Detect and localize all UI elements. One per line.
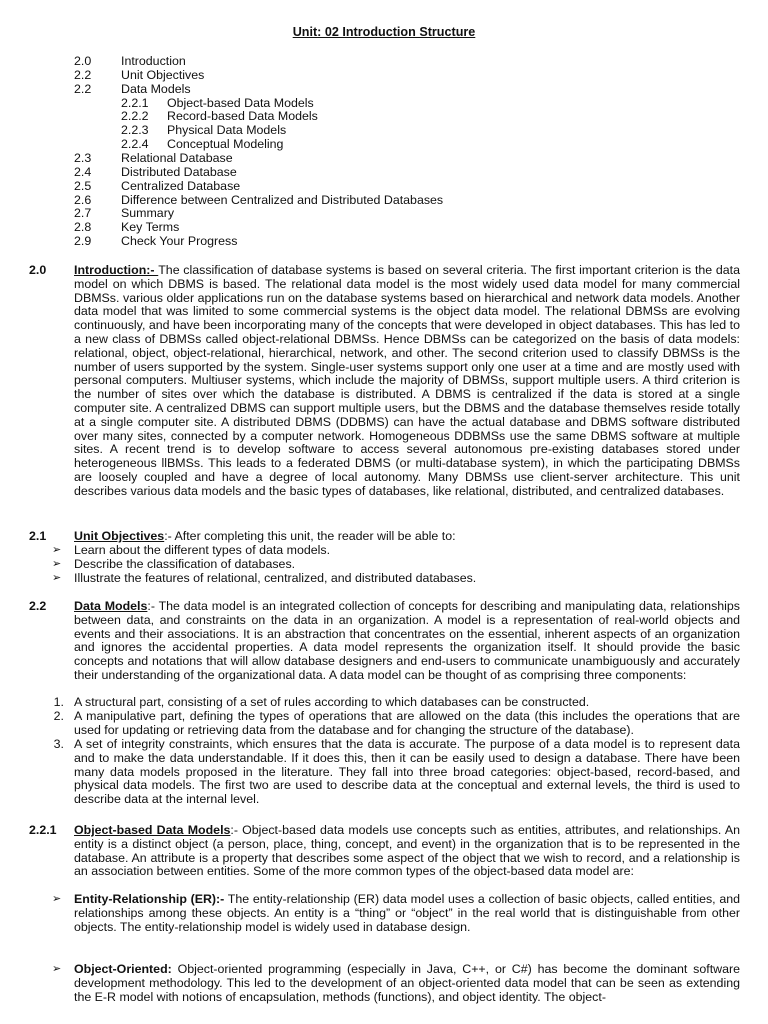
toc-number: 2.2.2: [121, 109, 149, 124]
toc-label: Record-based Data Models: [167, 109, 318, 124]
toc-label: Relational Database: [121, 150, 233, 165]
section-number: 2.2: [29, 599, 47, 613]
toc-number: 2.2.4: [121, 137, 149, 152]
toc-label: Centralized Database: [121, 178, 241, 193]
section-text: :- Object-based data models use concepts such as entities, attributes, and relationships. An entity is a distinct object (a person, place, thing, concept, and event) in the organization that is to be represented in the database. An attribute is a property that describes some aspect of the object that we wish to record, and a relationship is an association between entities. Some of the more common types of the object-based data model are:: [74, 823, 740, 879]
document-page: Unit: 02 Introduction Structure 2.0 Introduction 2.2 Unit Objectives 2.2 Data Models 2.2.1 Object-based Data Models 2.2.2 Record-based Data Models 2.2.3 Physical Data Models 2.2.4 Conceptual Modeling 2.3 Relational Database 2.4 Distributed Database 2.5 Centralized Database 2.6 Difference between Centralized and Distributed Databases 2.7 Summary 2.8 Key Terms 2.9 Check Your Progress 2.0 Introduction:- The classification of database systems is based on several criteria. The first important criterion is the data model on which DBMS is based. The relational data model is the most widely used data model for many commercial DBMSs. various older applications run on the database systems based on hierarchical and network data models. Another data model that was limited to some commercial systems is the object data model. The relational DBMSs are evolving continuously, and have been incorporating many of the concepts that were developed in object databases. This has led to a new class of DBMSs called object-relational DBMSs. Hence DBMSs can be categorized on the basis of data models: relational, object, object-relational, hierarchical, network, and other. The second criterion used to classify DBMSs is the number of users supported by the system. Single-user systems support only one user at a time and are mostly used with personal computers. Multiuser systems, which include the majority of DBMSs, support multiple users. A third criterion is the number of sites over which the database is distributed. A DBMS is centralized if the data is stored at a single computer site. A centralized DBMS can support multiple users, but the DBMS and the database themselves reside totally at a single computer site. A distributed DBMS (DDBMS) can have the actual database and DBMS software distributed over many sites, connected by a computer network. Homogeneous DDBMSs use the same DBMS software at multiple sites. A recent trend is to develop software to access several autonomous pre-existing databases stored under heterogeneous llBMSs. This leads to a federated DBMS (or multi-database system), in which the participating DBMSs are loosely coupled and have a degree of local autonomy. Many DBMSs use client-server architecture. This unit describes various data models and the basic types of databases, like relational, distributed, and centralized databases. 2.1 Unit Objectives:- After completing this unit, the reader will be able to: ➢ Learn about the different types of data models. ➢ Describe the classification of databases. ➢ Illustrate the features of relational, centralized, and distributed databases. 2.2 Data Models:- The data model is an integrated collection of concepts for describing and manipulating data, relationships between data, and constraints on the data in an organization. A model is a representation of real-world objects and events and their associations. It is an abstraction that concentrates on the essential, inherent aspects of an organization and ignores the accidental properties. A data model represents the organization itself. It should provide the basic concepts and notations that will allow database designers and end-users to communicate unambiguously and accurately their understanding of the organizational data. A data model can be thought of as comprising three components: 1. A structural part, consisting of a set of rules according to which databases can be constructed. 2. A manipulative part, defining the types of operations that are allowed on the data (this includes the operations that are used for updating or retrieving data from the database and for changing the structure of the database). 3. A set of integrity constraints, which ensures that the data is accurate. The purpose of a data model is to represent data and to make the data understandable. If it does this, then it can be easily used to design a database. There have been many data models proposed in the literature. They fall into three broad categories: object-based, record-based, and physical data models. The first two are used to describe data at the conceptual and external levels, the third is used to describe data at the internal level. 2.2.1 Object-based Data Models:- Object-based data models use concepts such as entities, attributes, and relationships. An entity is a distinct object (a person, place, thing, concept, and event) in the organization that is to be represented in the database. An attribute is a property that describes some aspect of the object that we wish to record, and a relationship is an association between entities. Some of the more common types of the object-based data model are: ➢ Entity-Relationship (ER):- The entity-relationship (ER) data model uses a collection of basic objects, called entities, and relationships among these objects. An entity is a “thing” or “object” in the real world that is distinguishable from other objects. The entity-relationship model is widely used in database design. ➢ Object-Oriented: Object-oriented programming (especially in Java, C++, or C#) has become the dominant software development methodology. This led to the development of an object-oriented data model that can be seen as extending the E-R model with notions of encapsulation, methods (functions), and object identity. The object-: [0, 0, 768, 1024]
toc-number: 2.2.1: [121, 95, 149, 110]
section-text: :- After completing this unit, the reader will be able to:: [164, 529, 456, 543]
toc-number: 2.8: [74, 220, 92, 235]
section-paragraph: [74, 264, 740, 499]
section-text: :- The data model is an integrated collection of concepts for describing and manipulating data, relationships between data, and constraints on the data in an organization. A model is a representation of real-world objects and events and their associations. It is an abstraction that concentrates on the essential, inherent aspects of an organization and ignores the accidental properties. A data model represents the organization itself. It should provide the basic concepts and notations that will allow database designers and end-users to communicate unambiguously and accurately their understanding of the organizational data. A data model can be thought of as comprising three components:: [74, 599, 740, 682]
arrow-bullet-icon: ➢: [52, 544, 62, 556]
toc-label: Introduction: [121, 54, 186, 68]
toc-label: Physical Data Models: [167, 123, 287, 138]
page-title: Unit: 02 Introduction Structure: [292, 25, 476, 39]
toc-number: 2.5: [74, 178, 92, 193]
toc-number: 2.4: [74, 164, 92, 179]
section-text: The classification of database systems is based on several criteria. The first important criterion is the data model on which DBMS is based. The relational data model is the most widely used data model for many commercial DBMSs. various older applications run on the database systems based on hierarchical and network data models. Another data model that was limited to some commercial systems is the object data model. The relational DBMSs are evolving continuously, and have been incorporating many of the concepts that were developed in object databases. This has led to a new class of DBMSs called object-relational DBMSs. Hence DBMSs can be categorized on the basis of data models: relational, object, object-relational, hierarchical, network, and other. The second criterion used to classify DBMSs is the number of users supported by the system. Single-user systems support only one user at a time and are mostly used with personal computers. Multiuser systems, which include the majority of DBMSs, support multiple users. A third criterion is the number of sites over which the database is distributed. A DBMS is centralized if the data is stored at a single computer site. A centralized DBMS can support multiple users, but the DBMS and the database themselves reside totally at a single computer site. A distributed DBMS (DDBMS) can have the actual database and DBMS software distributed over many sites, connected by a computer network. Homogeneous DDBMSs use the same DBMS software at multiple sites. A recent trend is to develop software to access several autonomous pre-existing databases stored under heterogeneous llBMSs. This leads to a federated DBMS (or multi-database system), in which the participating DBMSs are loosely coupled and have a degree of local autonomy. Many DBMSs use client-server architecture. This unit describes various data models and the basic types of databases, like relational, distributed, and centralized databases.: [74, 263, 740, 498]
toc-number: 2.0: [74, 54, 92, 68]
section-paragraph: [74, 600, 740, 683]
toc-label: Difference between Centralized and Distributed Databases: [121, 192, 444, 207]
section-heading: Object-based Data Models: [74, 823, 231, 837]
section-number: 2.0: [29, 263, 47, 277]
arrow-bullet-icon: ➢: [52, 558, 62, 570]
section-paragraph: [74, 824, 740, 879]
toc-number: 2.2: [74, 81, 92, 96]
arrow-bullet-icon: ➢: [52, 572, 62, 584]
toc-number: 2.9: [74, 234, 92, 249]
toc-label: Object-based Data Models: [167, 95, 314, 110]
section-heading: Introduction:-: [74, 263, 159, 277]
toc-number: 2.6: [74, 192, 92, 207]
arrow-bullet-icon: ➢: [52, 893, 62, 905]
section-number: 2.1: [29, 529, 47, 543]
toc-label: Distributed Database: [121, 164, 237, 179]
arrow-bullet-icon: ➢: [52, 963, 62, 975]
section-heading: Unit Objectives: [74, 529, 165, 543]
toc-label: Key Terms: [121, 220, 180, 235]
section-number: 2.2.1: [29, 823, 57, 837]
section-paragraph: [74, 530, 740, 544]
toc-label: Check Your Progress: [121, 234, 238, 249]
toc-number: 2.2.3: [121, 123, 149, 138]
toc-label: Unit Objectives: [121, 67, 205, 82]
toc-number: 2.3: [74, 150, 92, 165]
toc-label: Summary: [121, 206, 175, 221]
section-heading: Data Models: [74, 599, 148, 613]
toc-label: Data Models: [121, 81, 191, 96]
toc-label: Conceptual Modeling: [167, 137, 284, 152]
toc-number: 2.7: [74, 206, 92, 221]
toc-number: 2.2: [74, 67, 92, 82]
